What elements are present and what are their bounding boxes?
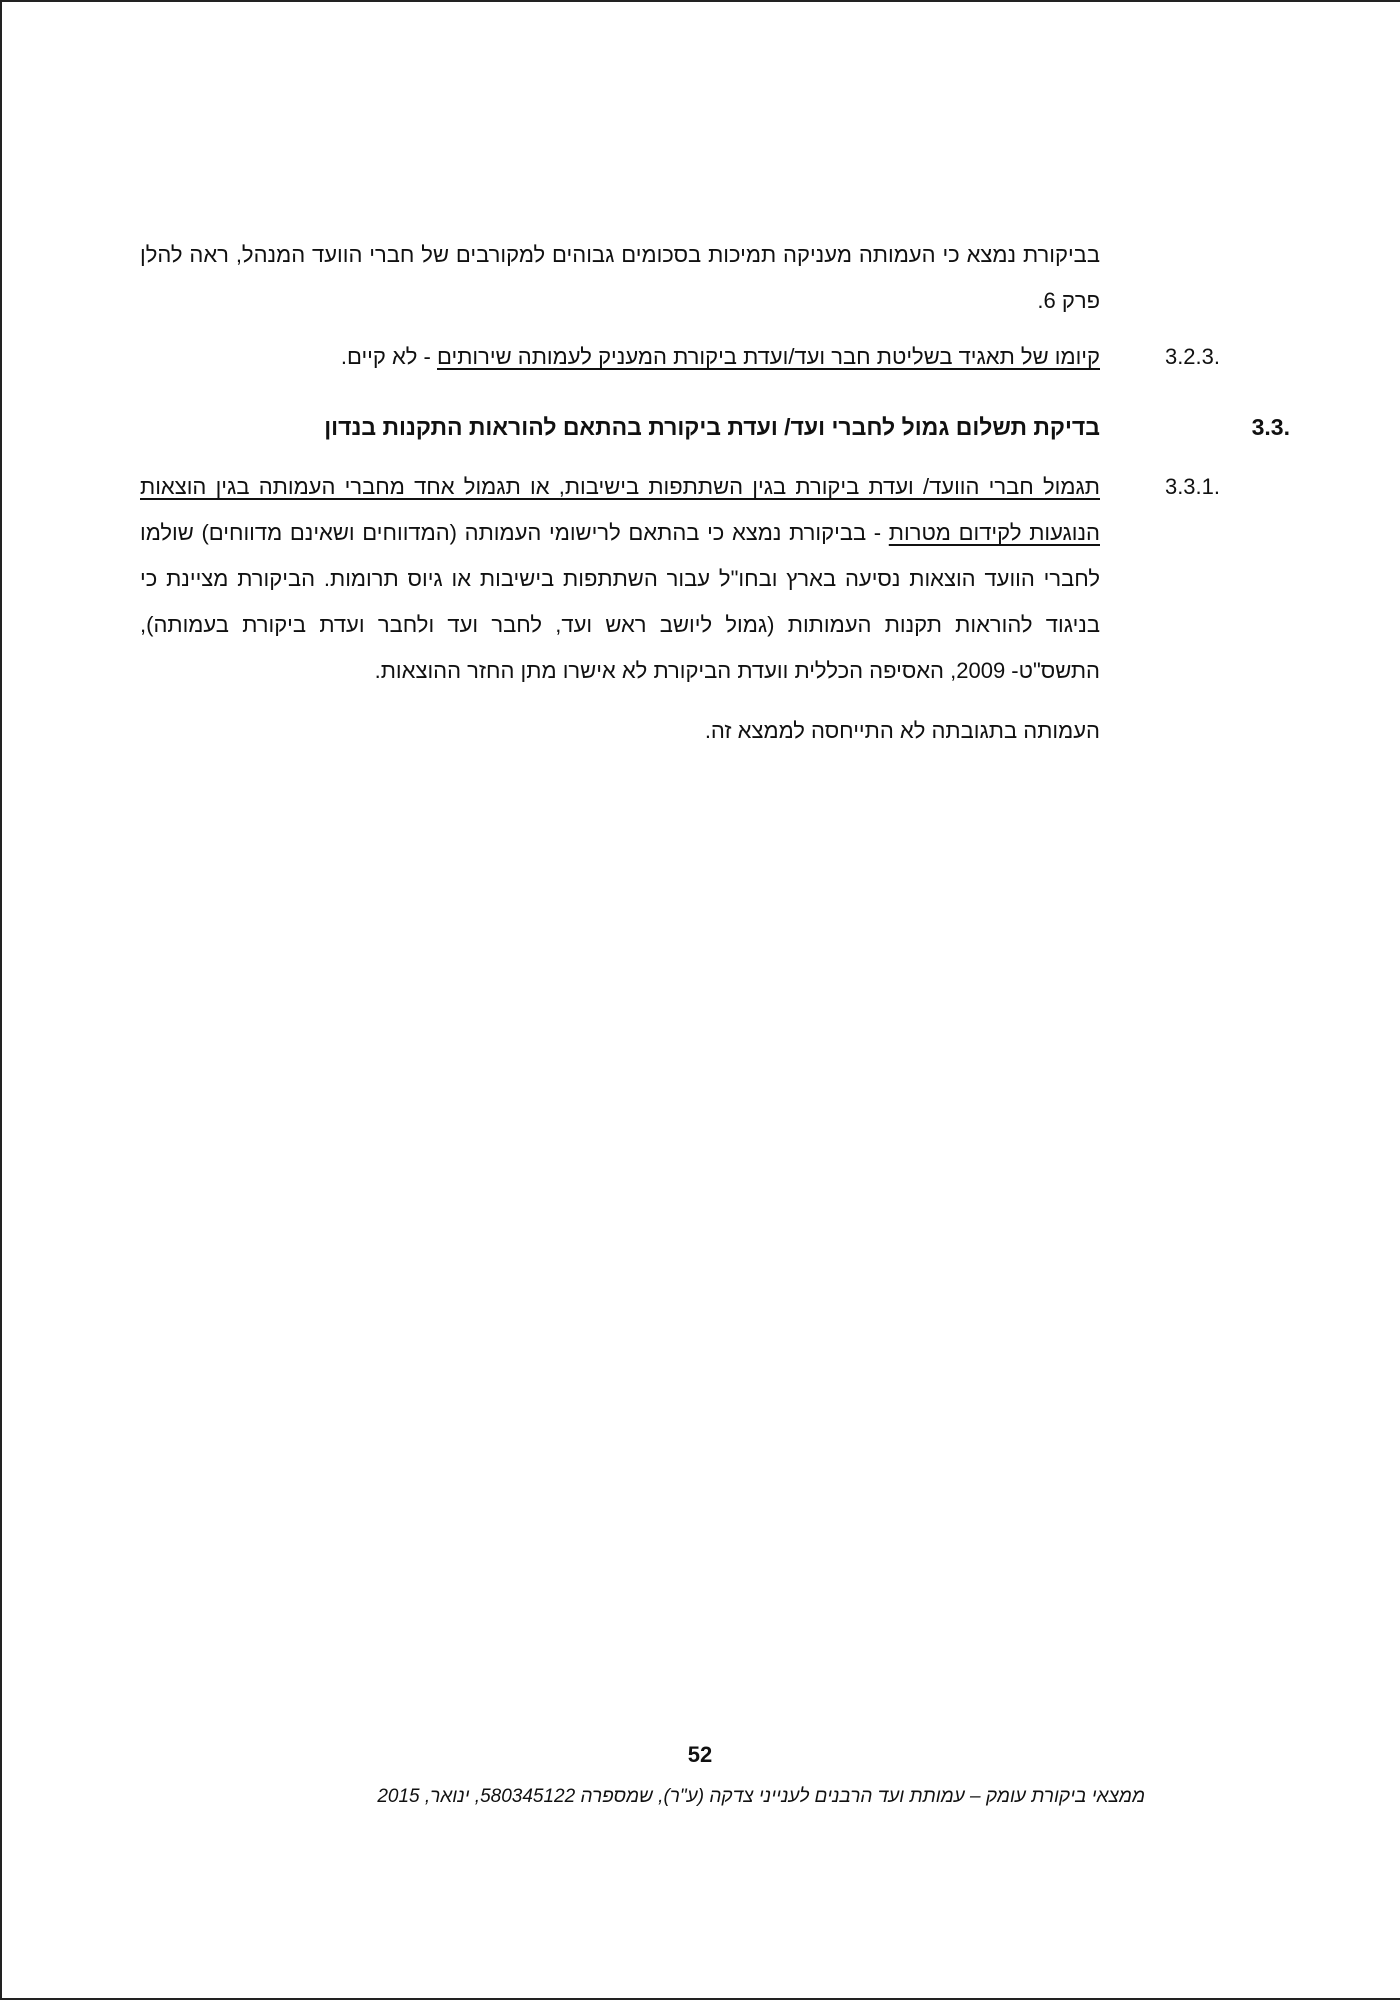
page-footer: ממצאי ביקורת עומק – עמותת ועד הרבנים לענייני צדקה (ע"ר), שמספרה 580345122, ינואר, 2015	[377, 1786, 1145, 1807]
item-3-2-3	[140, 334, 1220, 380]
response-paragraph	[140, 708, 1100, 754]
item-3-3-1	[140, 464, 1220, 694]
page-number: 52	[687, 1742, 713, 1767]
item-3-3-1-text: - בביקורת נמצא כי בהתאם לרישומי העמותה (המדווחים ושאינם מדווחים) שולמו לחברי הוועד הוצאות נסיעה בארץ ובחו"ל עבור השתתפות בישיבות או גיוס תרומות. הביקורת מציינת כי בניגוד להוראות תקנות העמותות (גמול ליושב ראש ועד, לחבר ועד ולחבר ועדת ביקורת בעמותה), התשס"ט- 2009, האסיפה הכללית וועדת הביקורת לא אישרו מתן החזר ההוצאות.	[140, 520, 1100, 683]
document-body	[140, 232, 1290, 776]
section-3-3-title: בדיקת תשלום גמול לחברי ועד/ ועדת ביקורת בהתאם להוראות התקנות בנדון	[324, 414, 1100, 440]
item-3-2-3-text: - לא קיים.	[340, 344, 437, 369]
item-3-2-3-body	[140, 334, 1100, 380]
section-3-3-number: 3.3.	[1251, 414, 1290, 440]
item-3-3-1-number: 3.3.1.	[1164, 474, 1220, 499]
section-3-3-heading	[140, 404, 1290, 450]
intro-text: בביקורת נמצא כי העמותה מעניקה תמיכות בסכומים גבוהים למקורבים של חברי הוועד המנהל, ראה להלן פרק 6.	[140, 242, 1100, 313]
item-3-2-3-heading: קיומו של תאגיד בשליטת חבר ועד/ועדת ביקורת המעניק לעמותה שירותים	[437, 344, 1100, 369]
intro-paragraph	[140, 232, 1100, 324]
response-text: העמותה בתגובתה לא התייחסה לממצא זה.	[704, 718, 1100, 743]
item-3-2-3-number: 3.2.3.	[1164, 344, 1220, 369]
item-3-3-1-body	[140, 464, 1100, 694]
item-3-3-1-heading: תגמול חברי הוועד/ ועדת ביקורת בגין השתתפות בישיבות, או תגמול אחד מחברי העמותה בגין הוצאות הנוגעות לקידום מטרות	[140, 474, 1100, 545]
